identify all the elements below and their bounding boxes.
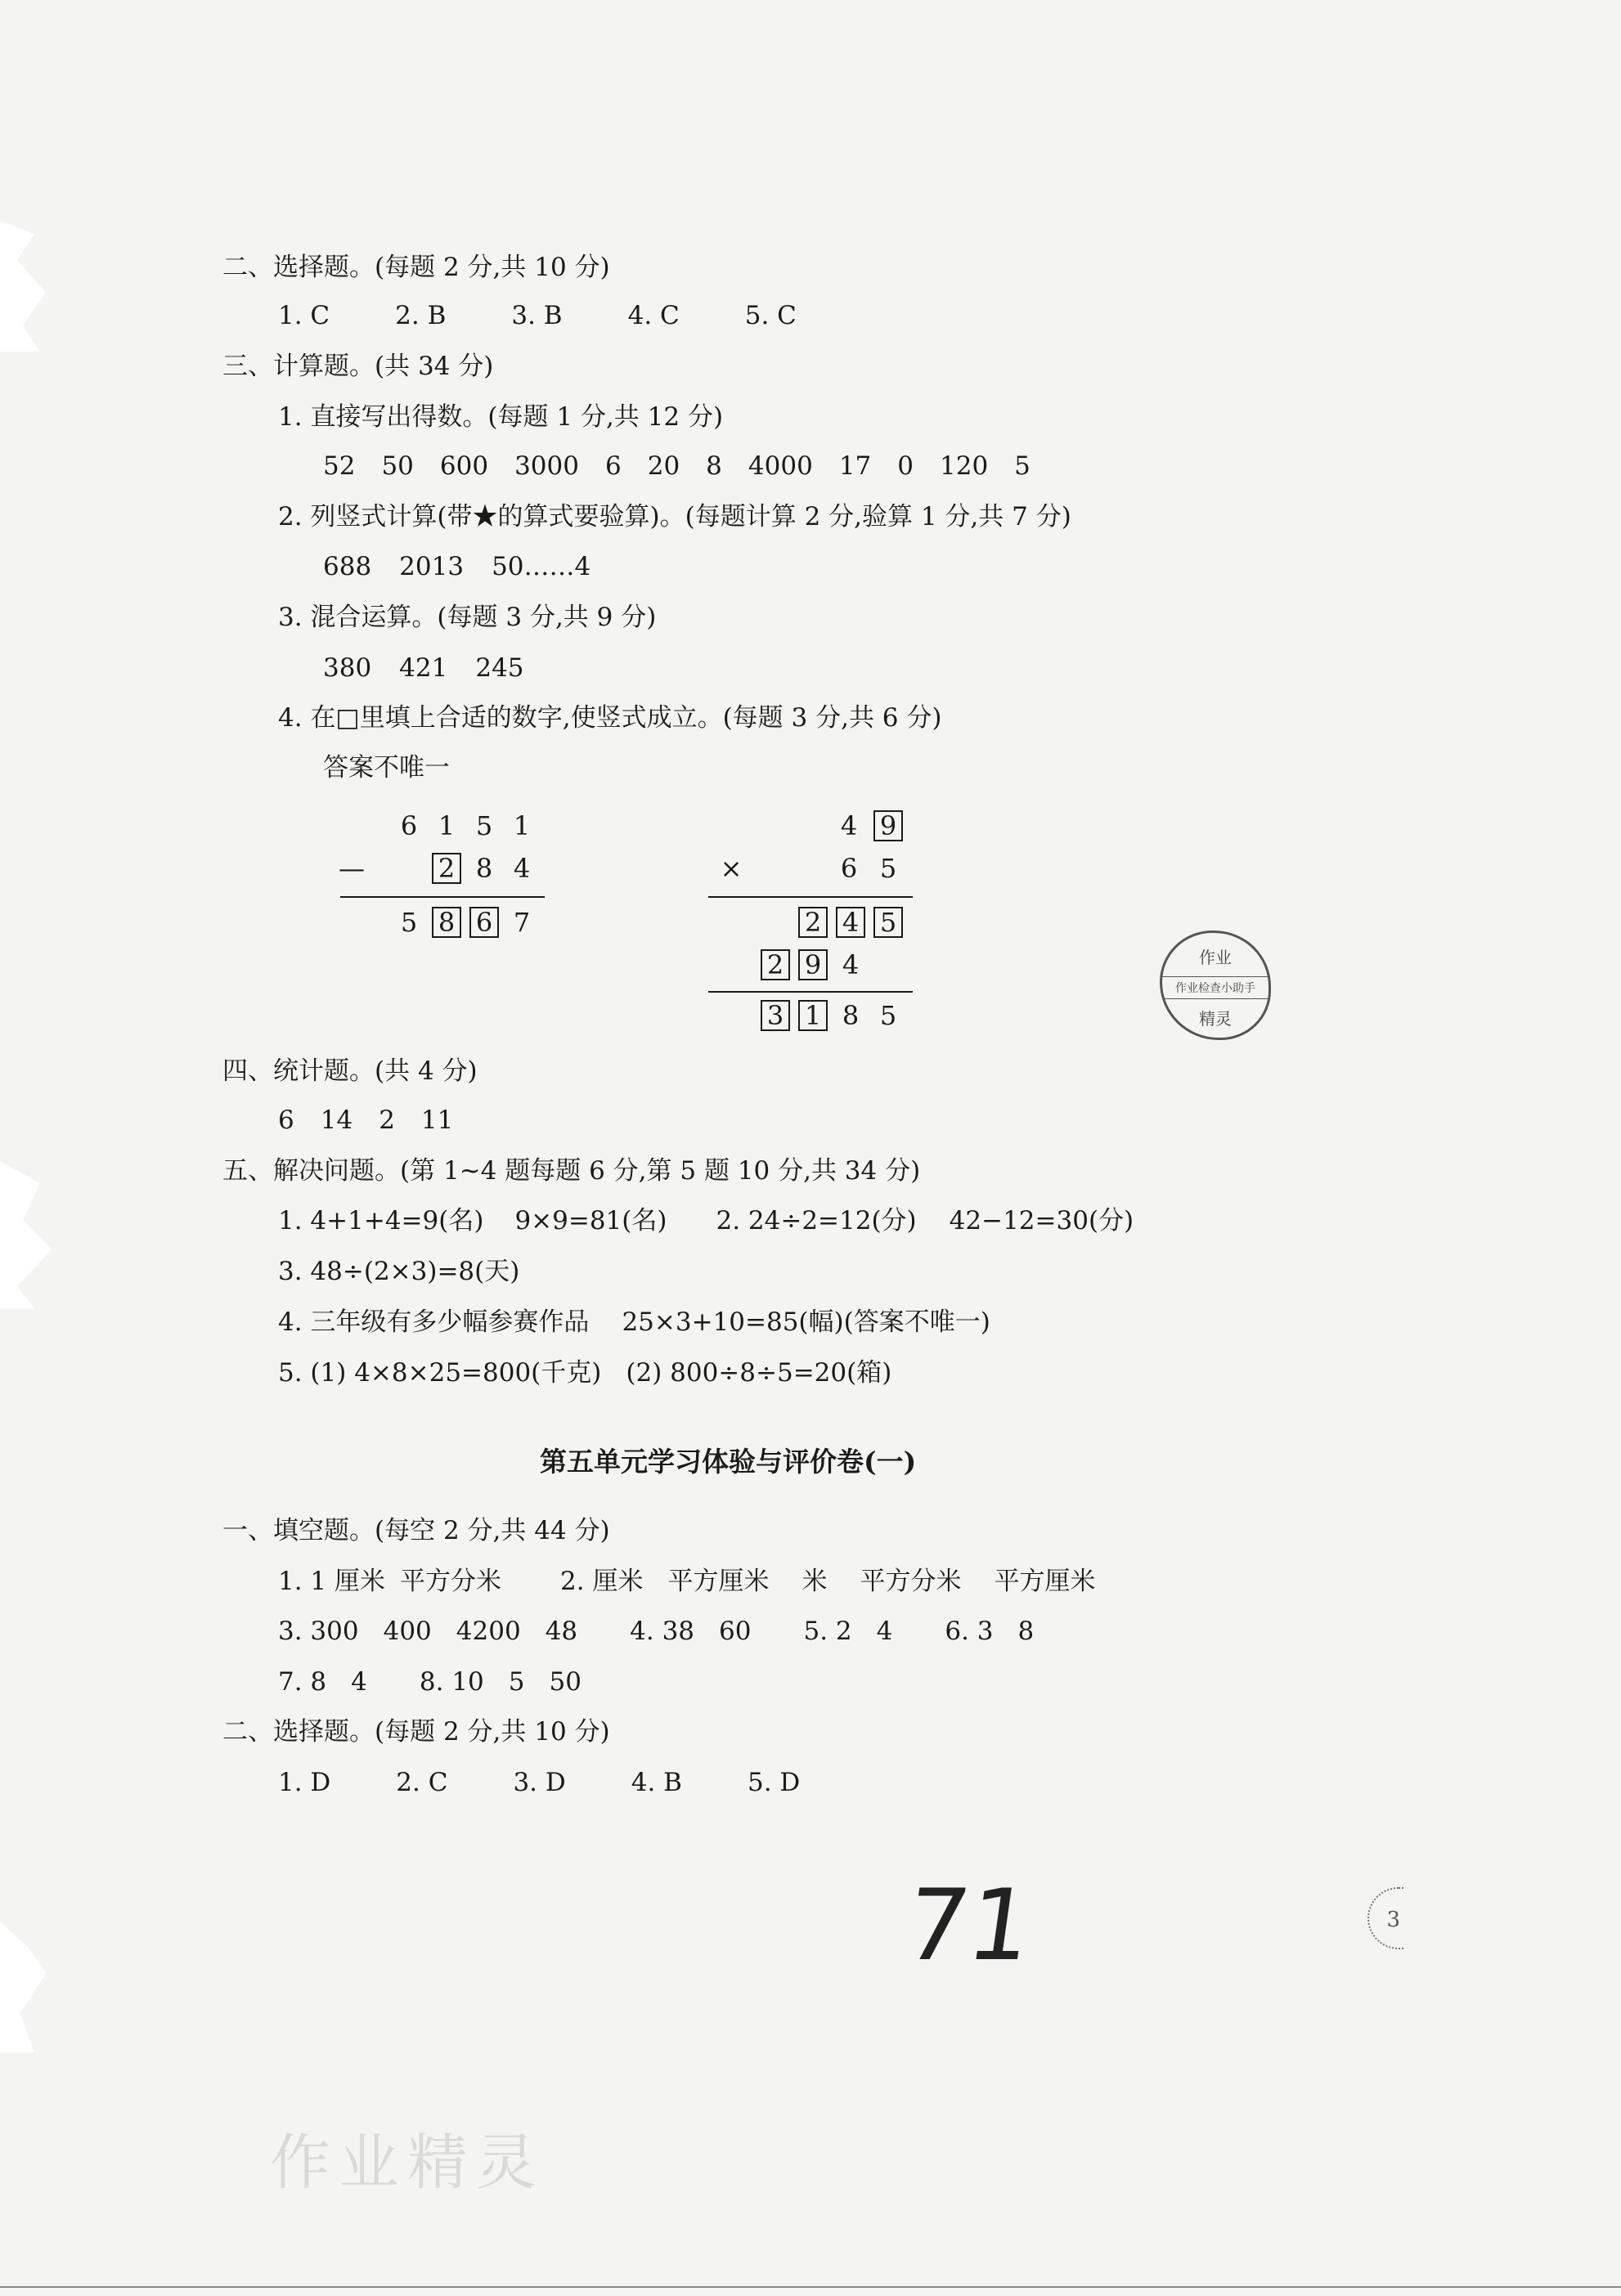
answer: 6 (604, 451, 622, 481)
calc-q2-label: 2. 列竖式计算(带★的算式要验算)。(每题计算 2 分,验算 1 分,共 7 分) (278, 502, 1071, 531)
filled-box-digit: 9 (873, 810, 903, 841)
answer: 8 (706, 451, 722, 481)
section-calc-heading: 三、计算题。(共 34 分) (222, 352, 494, 381)
section-choice-heading: 二、选择题。(每题 2 分,共 10 分) (222, 253, 610, 282)
handwritten-page-number: 71 (898, 1869, 1040, 1983)
answer: 3. D (513, 1768, 566, 1797)
answer: 380 (323, 653, 372, 683)
section-fill-heading: 一、填空题。(每空 2 分,共 44 分) (222, 1516, 610, 1545)
answer: 平方厘米 (667, 1567, 770, 1596)
answer: 1. C (278, 301, 330, 330)
problem-line-3 (278, 1255, 519, 1288)
answer: 3000 (514, 451, 579, 481)
answer: 50……4 (492, 552, 591, 581)
answer: 5. 2 (803, 1617, 852, 1646)
answer: 2. C (396, 1768, 448, 1797)
digit: 6 (400, 810, 418, 841)
answer: 20 (647, 451, 680, 481)
answer: 5 (1014, 451, 1031, 481)
answer: 60 (719, 1617, 752, 1646)
digit: 5 (475, 810, 493, 841)
watermark-text: 作业精灵 (270, 2128, 545, 2198)
fill-line-3 (278, 1666, 581, 1698)
digit: 8 (842, 1000, 860, 1031)
multiplication-vertical-form (703, 809, 916, 1038)
answer: 50 (381, 451, 414, 481)
fill-line-1 (278, 1565, 1095, 1598)
answer: 6 (278, 1105, 294, 1135)
homework-helper-stamp (1160, 931, 1271, 1040)
digit: 5 (879, 853, 897, 884)
answer: 5. (1) 4×8×25=800(千克) (278, 1358, 602, 1388)
answer: 平方分米 (400, 1567, 502, 1596)
filled-box-digit: 2 (798, 907, 828, 938)
answer: 米 (802, 1567, 828, 1596)
stamp-middle: 作业检查小助手 (1162, 976, 1269, 999)
calc-q4-note: 答案不唯一 (323, 753, 450, 783)
answer: 9×9=81(名) (514, 1206, 667, 1235)
answer: 1. 4+1+4=9(名) (278, 1206, 484, 1235)
problem-line-4 (278, 1306, 990, 1339)
answer: 7. 8 (278, 1667, 327, 1697)
filled-box-digit: 2 (432, 853, 461, 884)
calc-q1-label: 1. 直接写出得数。(每题 1 分,共 12 分) (278, 402, 724, 432)
answer: 4000 (748, 451, 813, 481)
subtraction-vertical-form (335, 809, 548, 940)
filled-box-digit: 9 (798, 949, 828, 980)
minus-sign: — (339, 853, 365, 884)
answer: 平方分米 (860, 1567, 962, 1596)
answer: 600 (439, 451, 489, 481)
answer: 48 (545, 1617, 578, 1646)
section-choice2-heading: 二、选择题。(每题 2 分,共 10 分) (222, 1717, 610, 1747)
filled-box-digit: 2 (761, 949, 790, 980)
stamp-top: 作业 (1199, 948, 1232, 967)
answer: 3. 300 (278, 1617, 359, 1646)
page-marker: 3 (1367, 1887, 1403, 1949)
answer: 5. C (744, 301, 797, 330)
filled-box-digit: 5 (873, 907, 903, 938)
answer: 400 (383, 1617, 432, 1646)
calc-q2-answers (323, 550, 590, 583)
digit: 5 (400, 907, 418, 938)
answer: 平方厘米 (994, 1567, 1096, 1596)
answer: 11 (420, 1105, 454, 1135)
product-rule (708, 896, 913, 898)
answer: 4. B (631, 1768, 682, 1797)
answer: 4. C (627, 301, 680, 330)
answer: 688 (323, 552, 372, 581)
answer: 4. 38 (630, 1617, 695, 1646)
answer: 4 (876, 1617, 893, 1646)
digit: 4 (842, 949, 860, 980)
choice-answers-row (278, 299, 797, 332)
filled-box-digit: 8 (432, 907, 461, 938)
digit: 4 (513, 853, 531, 884)
answer: 42−12=30(分) (949, 1206, 1134, 1235)
answer: 2 (379, 1105, 395, 1135)
filled-box-digit: 1 (798, 1000, 828, 1031)
stats-answers (278, 1104, 453, 1137)
answer: 14 (320, 1105, 353, 1135)
answer: 6. 3 (945, 1617, 994, 1646)
filled-box-digit: 6 (469, 907, 499, 938)
answer: 3. 48÷(2×3)=8(天) (278, 1257, 520, 1286)
stamp-bottom: 精灵 (1199, 1009, 1232, 1029)
filled-box-digit: 4 (836, 907, 865, 938)
calc-q1-answers (323, 450, 1031, 482)
filled-box-digit: 3 (761, 1000, 790, 1031)
answer: 17 (838, 451, 872, 481)
answer: 5 (508, 1667, 525, 1697)
digit: 1 (513, 810, 531, 841)
calc-q4-label: 4. 在□里填上合适的数字,使竖式成立。(每题 3 分,共 6 分) (278, 703, 942, 733)
answer: 52 (323, 451, 356, 481)
torn-edge-top (0, 221, 57, 352)
answer: 2. 厘米 (560, 1567, 644, 1596)
answer: (2) 800÷8÷5=20(箱) (626, 1358, 892, 1388)
answer: 1. 1 厘米 (278, 1567, 386, 1596)
problem-line-5 (278, 1357, 891, 1389)
choice2-answers-row (278, 1766, 800, 1799)
answer: 1. D (278, 1768, 331, 1797)
digit: 1 (438, 810, 456, 841)
torn-edge-middle (0, 1161, 57, 1308)
answer: 25×3+10=85(幅)(答案不唯一) (622, 1307, 990, 1337)
digit: 5 (879, 1000, 897, 1031)
answer: 120 (940, 451, 989, 481)
answer: 8. 10 (419, 1667, 484, 1697)
sum-rule (708, 991, 913, 993)
calc-q3-label: 3. 混合运算。(每题 3 分,共 9 分) (278, 603, 657, 632)
digit: 8 (475, 853, 493, 884)
answer: 4200 (456, 1617, 521, 1646)
times-sign: × (720, 853, 743, 884)
digit: 4 (840, 810, 858, 841)
digit: 6 (840, 853, 858, 884)
scan-bottom-edge (0, 2286, 1621, 2288)
answer: 0 (897, 451, 914, 481)
fill-line-2 (278, 1615, 1034, 1648)
result-rule (340, 896, 545, 898)
answer: 4 (351, 1667, 367, 1697)
answer: 5. D (747, 1768, 801, 1797)
answer: 245 (475, 653, 524, 683)
answer: 50 (549, 1667, 581, 1697)
section-stats-heading: 四、统计题。(共 4 分) (222, 1056, 478, 1086)
answer: 421 (399, 653, 448, 683)
answer: 2. 24÷2=12(分) (716, 1206, 917, 1235)
answer: 2. B (395, 301, 447, 330)
torn-edge-bottom (0, 1922, 57, 2052)
answer: 8 (1017, 1617, 1035, 1646)
problem-line-1 (278, 1204, 1134, 1237)
answer: 4. 三年级有多少幅参赛作品 (278, 1307, 590, 1337)
answer: 2013 (399, 552, 465, 581)
unit-title: 第五单元学习体验与评价卷(一) (540, 1446, 917, 1478)
section-problem-heading: 五、解决问题。(第 1~4 题每题 6 分,第 5 题 10 分,共 34 分) (222, 1156, 921, 1186)
calc-q3-answers (323, 652, 524, 684)
digit: 7 (513, 907, 531, 938)
answer: 3. B (511, 301, 563, 330)
